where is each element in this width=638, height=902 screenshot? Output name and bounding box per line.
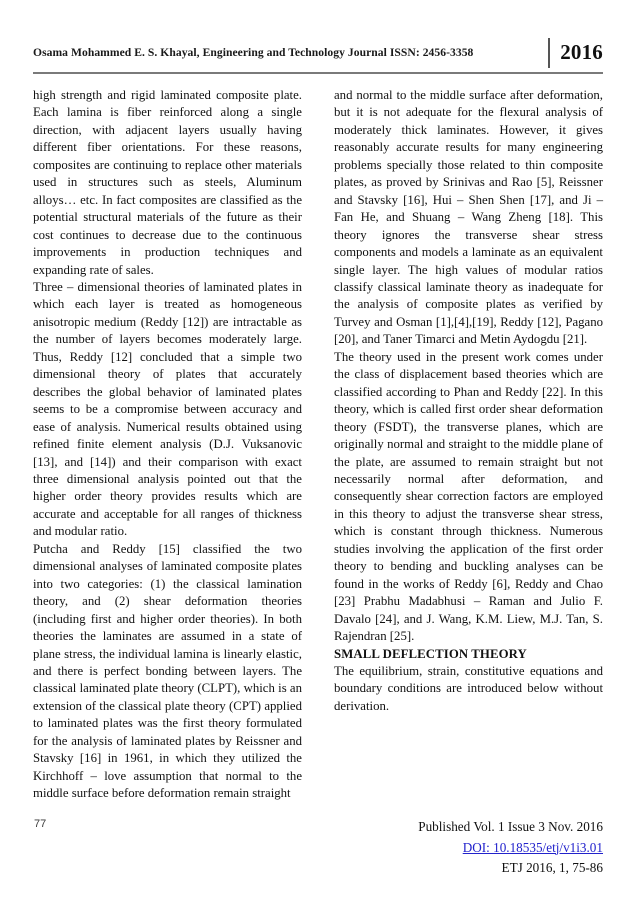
footer-citation-line: ETJ 2016, 1, 75-86 <box>501 860 603 875</box>
right-column <box>334 87 603 802</box>
body-columns <box>33 87 603 802</box>
paragraph: and normal to the middle surface after deformation, but it is not adequate for the flexural analysis of moderately thick laminates. However, it gives reasonably accurate results for many engineering problems specially those related to thin composite plates, as proved by Srinivas and Rao [5], Reissner and Stavsky [16], Hui – Shen Shen [17], and Ji – Fan He, and Shuang – Wang Zheng [18]. This theory ignores the transverse shear stress components and models a laminate as an equivalent single layer. The high values of modular ratios classify classical laminate theory as inadequate for the analysis of composite plates as verified by Turvey and Osman [1],[4],[19], Reddy [12], Pagano [20], and Taner Timarci and Metin Aydogdu [21]. <box>334 88 603 347</box>
footer-publication-info <box>223 817 603 879</box>
section-heading: SMALL DEFLECTION THEORY <box>334 646 527 661</box>
header-year: 2016 <box>560 40 603 65</box>
left-column <box>33 87 302 802</box>
footer-published-line: Published Vol. 1 Issue 3 Nov. 2016 <box>418 819 603 834</box>
header-journal-info: Osama Mohammed E. S. Khayal, Engineering and Technology Journal ISSN: 2456-3358 <box>33 45 474 59</box>
paragraph: The theory used in the present work comes under the class of displacement based theories which are classified according to Phan and Reddy [22]. In this theory, which is called first order shear deformation theory (FSDT), the transverse planes, which are originally normal and straight to the middle plane of the plate, are assumed to remain straight but not necessarily normal after deformation, and consequently shear correction factors are employed in this theory to adjust the transverse shear stress, which is constant through thickness. Numerous studies involving the application of the first order theory to bending and buckling analyses can be found in the works of Reddy [6], Reddy and Chao [23] Prabhu Madabhusi – Raman and Julio F. Davalo [24], and J. Wang, K.M. Liew, M.J. Tan, S. Rajendran [25]. <box>334 349 603 644</box>
running-header <box>33 38 603 68</box>
section-paragraph: The equilibrium, strain, constitutive equations and boundary conditions are introduced below without derivation. <box>334 663 603 713</box>
page-number: 77 <box>34 818 47 830</box>
header-vertical-divider <box>548 38 550 68</box>
paragraph: Three – dimensional theories of laminated plates in which each layer is treated as homogeneous anisotropic medium (Reddy [12]) are intractable as the number of layers becomes moderately large. Thus, Reddy [12] concluded that a simple two dimensional theory of plates that accurately describes the global behavior of laminated plates seems to be a compromise between accuracy and ease of analysis. Numerical results obtained using refined finite element analysis (D.J. Vuksanovic [13], and [14]) and their comparison with exact three dimensional analysis pointed out that the higher order theory provides results which are accurate and acceptable for all ranges of thickness and modular ratio. <box>33 279 302 539</box>
paragraph: Putcha and Reddy [15] classified the two dimensional analyses of laminated composite plates into two categories: (1) the classical lamination theory, and (2) shear deformation theories (including first and higher order theories). In both theories the laminates are assumed in a state of plane stress, the individual lamina is linearly elastic, and there is perfect bonding between layers. The classical laminated plate theory (CLPT), which is an extension of the classical plate theory (CPT) applied to laminated plates was the first theory formulated for the analysis of laminated plates by Reissner and Stavsky [16] in 1961, in which they utilized the Kirchhoff – love assumption that normal to the middle surface before deformation remain straight <box>33 541 302 801</box>
doi-link[interactable]: DOI: 10.18535/etj/v1i3.01 <box>462 839 603 855</box>
header-horizontal-rule <box>33 72 603 74</box>
paragraph: high strength and rigid laminated composite plate. Each lamina is fiber reinforced along a single direction, with adjacent layers usually having different fiber orientations. For these reasons, composites are continuing to replace other materials used in structures such as steels, Aluminum alloys… etc. In fact composites are classified as the potential structural materials of the future as their cost continues to decrease due to the continuous improvements in production techniques and expanding rate of sales. <box>33 88 302 277</box>
